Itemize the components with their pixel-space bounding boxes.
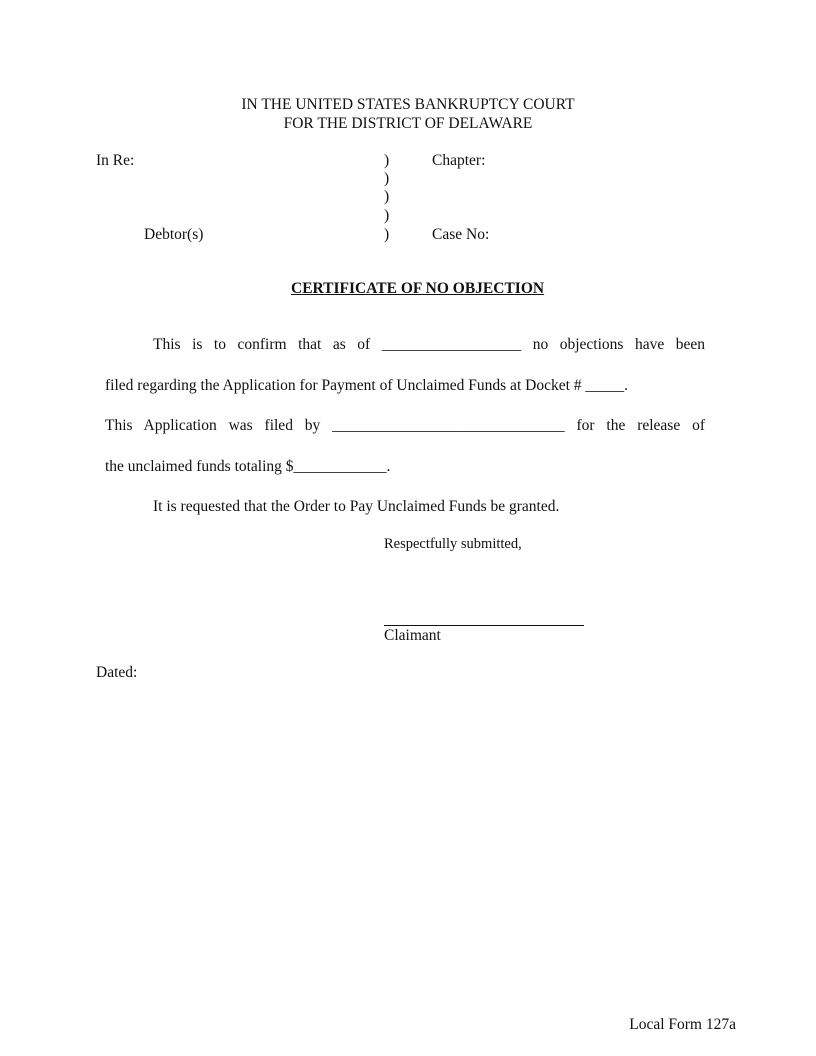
court-district: FOR THE DISTRICT OF DELAWARE [283,115,533,132]
debtor-label: Debtor(s) [144,226,204,243]
form-number: Local Form 127a [629,1016,736,1033]
document-title: CERTIFICATE OF NO OBJECTION [291,280,545,297]
court-name: IN THE UNITED STATES BANKRUPTCY COURT [241,96,575,113]
case-no-label: Case No: [432,226,490,243]
caption-paren: ) [384,170,390,187]
chapter-label: Chapter: [432,152,486,169]
body-line-1: This is to confirm that as of __________________ no objections have been [153,336,705,353]
closing: Respectfully submitted, [384,536,522,552]
caption-paren: ) [384,207,390,224]
caption-paren: ) [384,152,390,169]
body-line-2: filed regarding the Application for Payment of Unclaimed Funds at Docket # _____. [105,377,629,394]
body-line-5: It is requested that the Order to Pay Unclaimed Funds be granted. [153,498,560,515]
in-re-label: In Re: [96,152,135,169]
caption-paren: ) [384,226,390,243]
caption-paren: ) [384,188,390,205]
body-line-4: the unclaimed funds totaling $____________. [105,458,391,475]
signature-line [384,625,584,626]
body-line-3: This Application was filed by ______________________________ for the release of [105,417,705,434]
claimant-label: Claimant [384,627,441,644]
dated-label: Dated: [96,664,138,681]
